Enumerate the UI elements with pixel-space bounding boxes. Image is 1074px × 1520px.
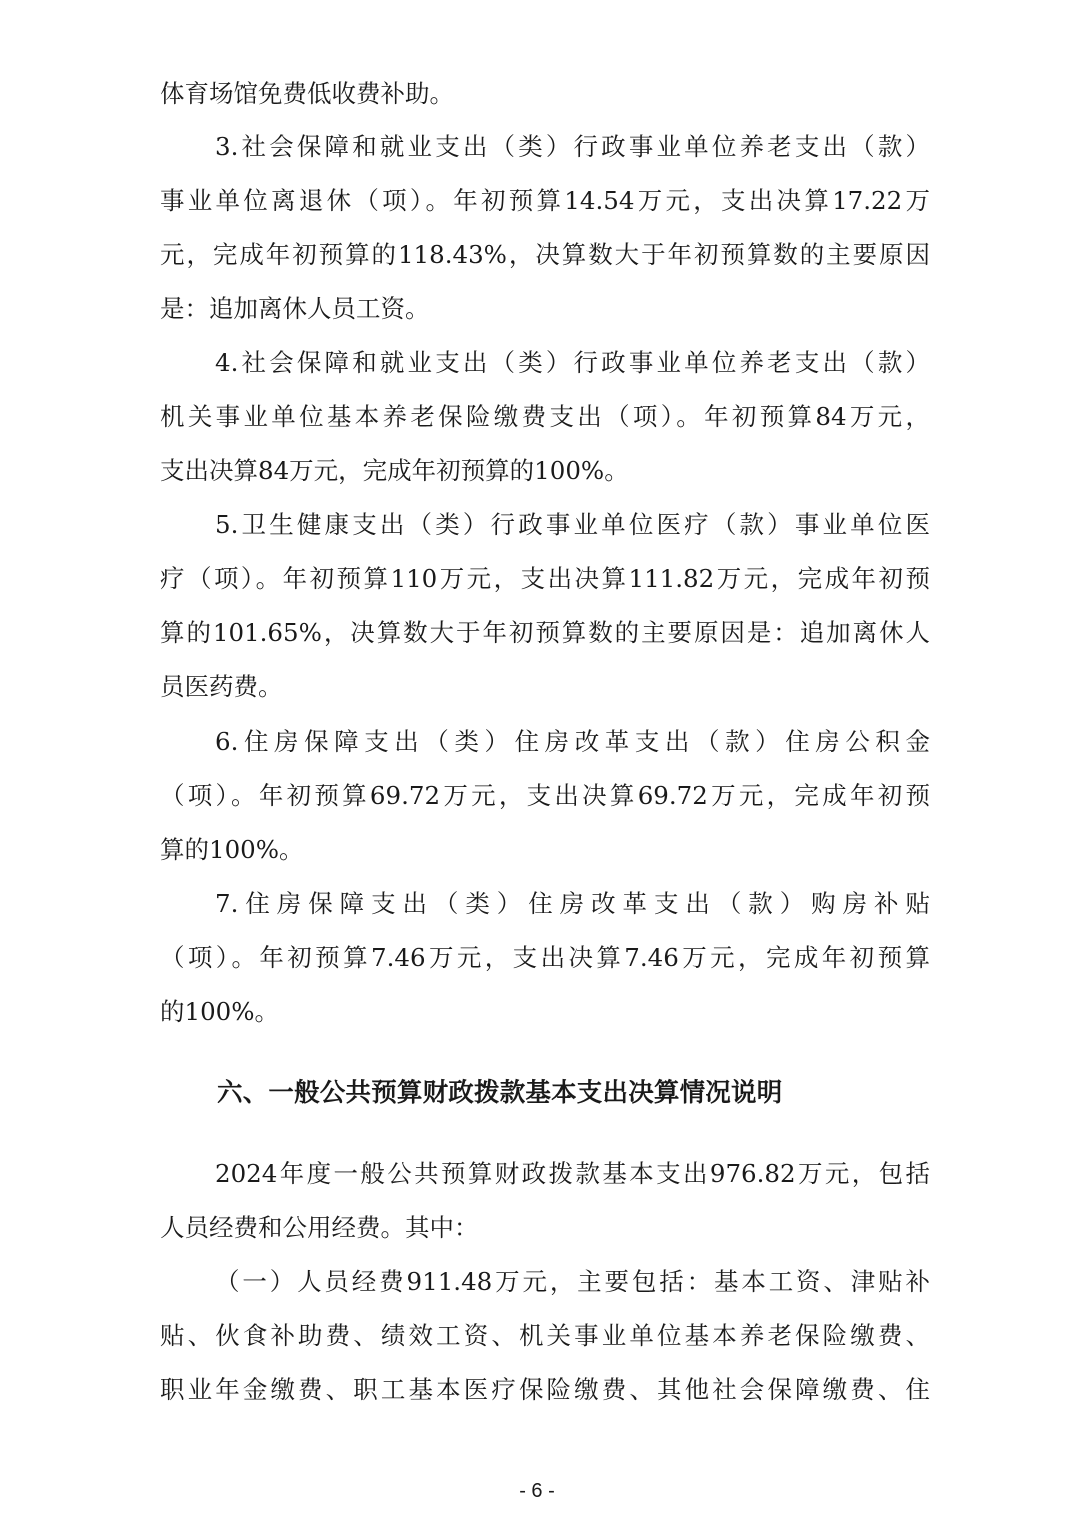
- item-4-line-3: 支出决算84万元，完成年初预算的100%。: [160, 456, 629, 485]
- item-6-line-2: （项）。年初预算69.72万元，支出决算69.72万元，完成年初预: [160, 781, 930, 810]
- personnel-expense-line-2: 贴、伙食补助费、绩效工资、机关事业单位基本养老保险缴费、: [160, 1321, 930, 1350]
- item-5-line-2: 疗（项）。年初预算110万元，支出决算111.82万元，完成年初预: [160, 564, 930, 593]
- item-7-line-1: 7.住房保障支出（类）住房改革支出（款）购房补贴: [215, 889, 930, 918]
- personnel-expense-line-1: （一）人员经费911.48万元，主要包括：基本工资、津贴补: [215, 1267, 930, 1296]
- item-5-line-4: 员医药费。: [160, 672, 283, 701]
- item-7-line-2: （项）。年初预算7.46万元，支出决算7.46万元，完成年初预算: [160, 943, 930, 972]
- item-5-line-3: 算的101.65%，决算数大于年初预算数的主要原因是：追加离休人: [160, 618, 930, 647]
- item-7-line-3: 的100%。: [160, 997, 280, 1026]
- item-6-line-1: 6.住房保障支出（类）住房改革支出（款）住房公积金: [215, 727, 930, 756]
- item-6-line-3: 算的100%。: [160, 835, 304, 864]
- section-intro-line-1: 2024年度一般公共预算财政拨款基本支出976.82万元，包括: [215, 1159, 930, 1188]
- item-3-line-2: 事业单位离退休（项）。年初预算14.54万元，支出决算17.22万: [160, 186, 930, 215]
- item-4-line-2: 机关事业单位基本养老保险缴费支出（项）。年初预算84万元，: [160, 402, 930, 431]
- item-3-line-1: 3.社会保障和就业支出（类）行政事业单位养老支出（款）: [215, 132, 930, 161]
- item-3-line-4: 是：追加离休人员工资。: [160, 294, 430, 323]
- item-5-line-1: 5.卫生健康支出（类）行政事业单位医疗（款）事业单位医: [215, 510, 930, 539]
- item-3-line-3: 元，完成年初预算的118.43%，决算数大于年初预算数的主要原因: [160, 240, 930, 269]
- item-4-line-1: 4.社会保障和就业支出（类）行政事业单位养老支出（款）: [215, 348, 930, 377]
- paragraph-2-last-line: 体育场馆免费低收费补助。: [160, 79, 454, 108]
- personnel-expense-line-3: 职业年金缴费、职工基本医疗保险缴费、其他社会保障缴费、住: [160, 1375, 930, 1404]
- section-intro-line-2: 人员经费和公用经费。其中：: [160, 1213, 479, 1242]
- section-heading: 六、一般公共预算财政拨款基本支出决算情况说明: [217, 1078, 783, 1108]
- page-number: - 6 -: [519, 1480, 555, 1502]
